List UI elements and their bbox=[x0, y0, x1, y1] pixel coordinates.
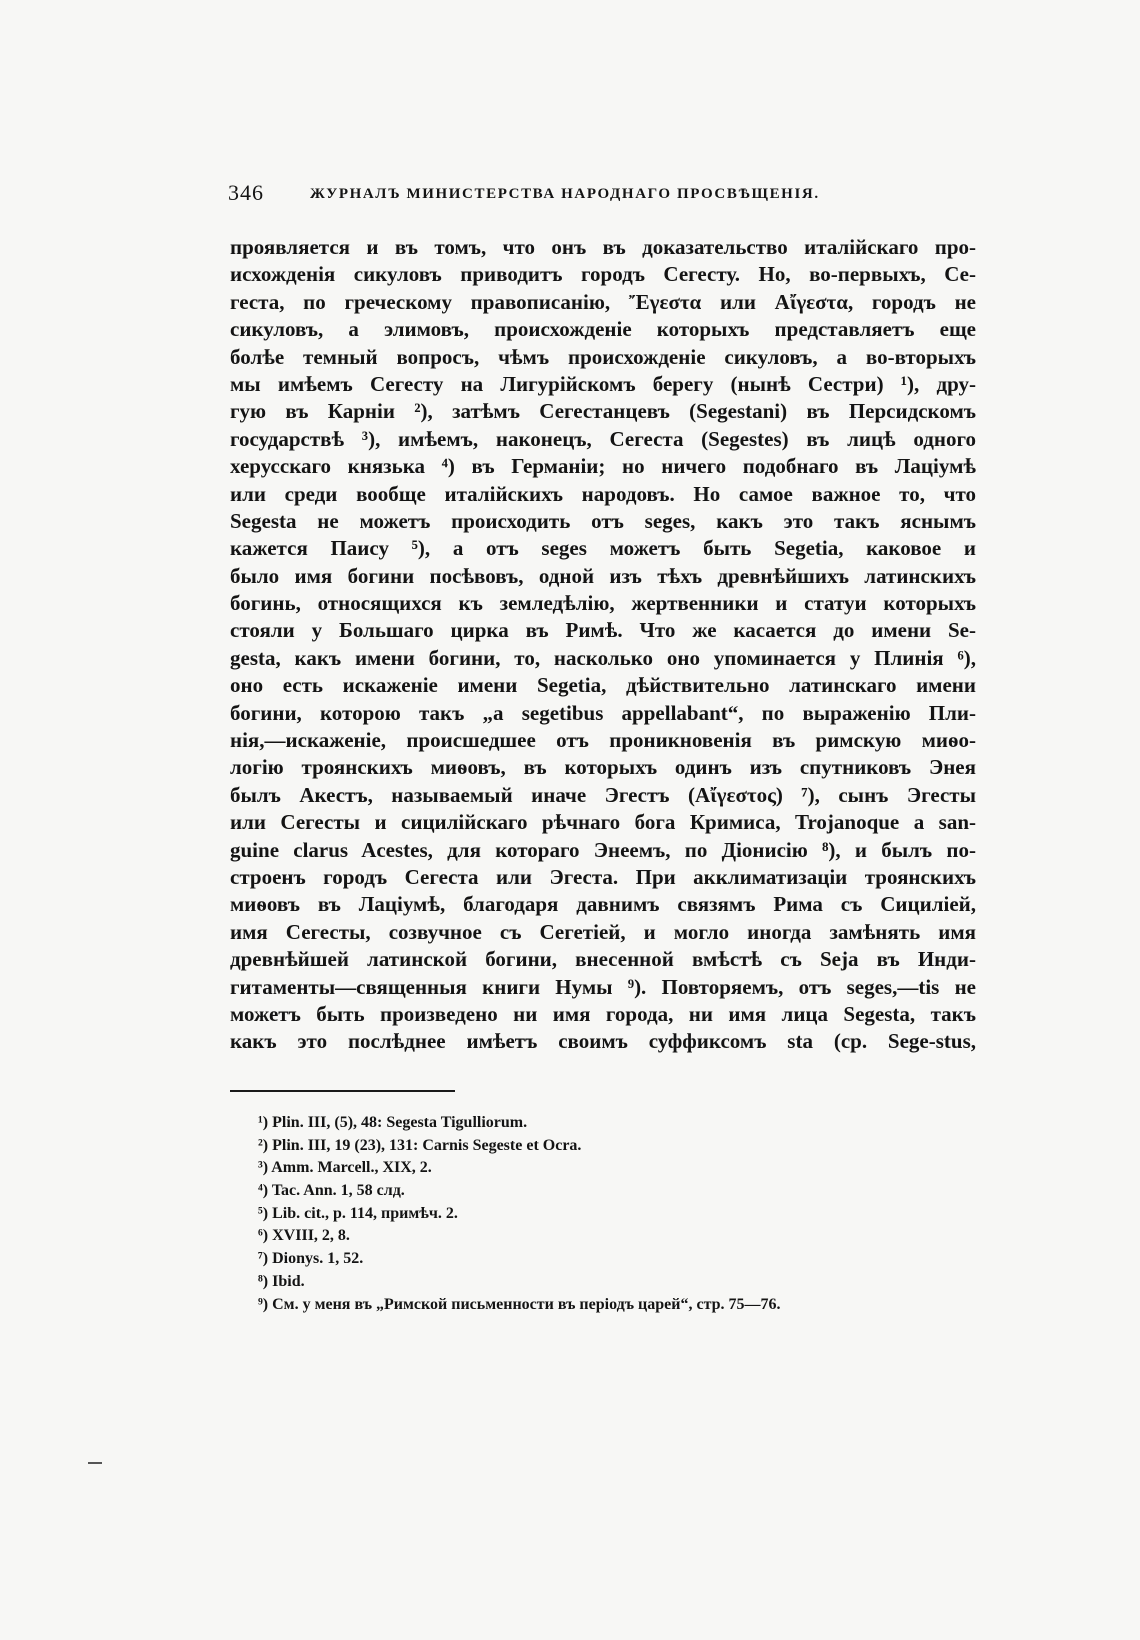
footnote-text: См. у меня въ „Римской письменности въ періодъ царей“, стр. 75—76. bbox=[272, 1295, 781, 1313]
body-line: херусскаго князька ⁴) въ Германіи; но ничего подобнаго въ Лаціумѣ bbox=[230, 454, 976, 479]
footnote-mark: ²) bbox=[258, 1136, 269, 1154]
body-line: сикуловъ, а элимовъ, происхожденіе которыхъ представляетъ еще bbox=[230, 317, 976, 342]
footnotes bbox=[258, 1112, 958, 1316]
footnote-text: Amm. Marcell., XIX, 2. bbox=[271, 1159, 432, 1177]
footnote-mark: ⁹) bbox=[258, 1295, 269, 1313]
body-line: имя Сегесты, созвучное съ Сегетіей, и могло иногда замѣнять имя bbox=[230, 919, 976, 944]
scan-speck bbox=[88, 1462, 102, 1464]
footnote-text: Tac. Ann. 1, 58 слд. bbox=[271, 1182, 405, 1200]
footnote-text: Plin. III, (5), 48: Segesta Tigulliorum. bbox=[272, 1114, 528, 1131]
body-line: Segesta не можетъ происходить отъ seges, какъ это такъ яснымъ bbox=[230, 508, 976, 533]
body-line: оно есть искаженіе имени Segetia, дѣйствительно латинскаго имени bbox=[230, 673, 976, 698]
footnote-mark: ⁴) bbox=[258, 1182, 269, 1200]
footnote-text: Plin. III, 19 (23), 131: Carnis Segeste et Ocra. bbox=[272, 1136, 582, 1154]
body-line: гитаменты—священныя книги Нумы ⁹). Повторяемъ, отъ seges,—tis не bbox=[230, 974, 976, 999]
body-line: стояли у Большаго цирка въ Римѣ. Что же касается до имени Se- bbox=[230, 618, 976, 643]
footnote-text: Lib. cit., p. 114, примѣч. 2. bbox=[272, 1204, 458, 1222]
running-title: ЖУРНАЛЪ МИНИСТЕРСТВА НАРОДНАГО ПРОСВѢЩЕНІЯ. bbox=[310, 186, 820, 202]
body-line: былъ Акестъ, называемый иначе Эгестъ (Αἴγεστος) ⁷), сынъ Эгесты bbox=[230, 782, 976, 807]
footnote-text: XVIII, 2, 8. bbox=[272, 1227, 350, 1245]
footnote bbox=[258, 1225, 958, 1248]
body-line: gesta, какъ имени богини, то, насколько оно упоминается у Плинія ⁶), bbox=[230, 645, 976, 670]
footnote bbox=[258, 1180, 958, 1203]
footnote-text: Dionys. 1, 52. bbox=[272, 1250, 364, 1268]
footnote bbox=[258, 1112, 958, 1135]
body-line: древнѣйшей латинской богини, внесенной вмѣстѣ съ Seja въ Инди- bbox=[230, 947, 976, 972]
body-line: государствѣ ³), имѣемъ, наконецъ, Сегеста (Segestes) въ лицѣ одного bbox=[230, 426, 976, 451]
footnote-mark: ⁷) bbox=[258, 1250, 269, 1268]
footnote-mark: ⁶) bbox=[258, 1227, 269, 1245]
body-line: богини, которою такъ „a segetibus appellabant“, по выраженію Пли- bbox=[230, 700, 976, 725]
body-line: миѳовъ въ Лаціумѣ, благодаря давнимъ связямъ Рима съ Сициліей, bbox=[230, 892, 976, 917]
footnote-mark: ⁸) bbox=[258, 1272, 269, 1290]
page-number: 346 bbox=[228, 180, 264, 205]
footnote-mark: ³) bbox=[258, 1159, 269, 1177]
body-line: проявляется и въ томъ, что онъ въ доказательство италійскаго про- bbox=[230, 235, 976, 259]
body-line: логію троянскихъ миѳовъ, въ которыхъ одинъ изъ спутниковъ Энея bbox=[230, 755, 976, 780]
body-line: богинь, относящихся къ земледѣлію, жертвенники и статуи которыхъ bbox=[230, 591, 976, 616]
body-line: геста, по греческому правописанію, Ἔγεστα или Αἴγεστα, городъ не bbox=[230, 289, 976, 314]
body-line: исхожденія сикуловъ приводитъ городъ Сегесту. Но, во-первыхъ, Се- bbox=[230, 262, 976, 287]
body-line: guine clarus Acestes, для котораго Энеемъ, по Діонисію ⁸), и былъ по- bbox=[230, 837, 976, 862]
scan-speck bbox=[935, 1368, 945, 1380]
footnote-text: Ibid. bbox=[272, 1272, 305, 1290]
body-line: мы имѣемъ Сегесту на Лигурійскомъ берегу (нынѣ Сестри) ¹), дру- bbox=[230, 371, 976, 396]
footnote bbox=[258, 1135, 958, 1158]
body-line: нія,—искаженіе, происшедшее отъ проникновенія въ римскую миѳо- bbox=[230, 728, 976, 753]
body-line: какъ это послѣднее имѣетъ своимъ суффиксомъ sta (ср. Sege-stus, bbox=[230, 1029, 976, 1054]
footnote-mark: ⁵) bbox=[258, 1204, 269, 1222]
footnote bbox=[258, 1203, 958, 1226]
body-line: болѣе темный вопросъ, чѣмъ происхожденіе сикуловъ, а во-вторыхъ bbox=[230, 344, 976, 369]
body-line: можетъ быть произведено ни имя города, ни имя лица Segesta, такъ bbox=[230, 1001, 976, 1026]
body-text bbox=[230, 234, 976, 1056]
body-line: строенъ городъ Сегеста или Эгеста. При акклиматизаціи троянскихъ bbox=[230, 864, 976, 889]
footnote bbox=[258, 1271, 958, 1294]
body-line: кажется Паису ⁵), а отъ seges можетъ быть Segetia, каковое и bbox=[230, 536, 976, 561]
body-line: или среди вообще италійскихъ народовъ. Но самое важное то, что bbox=[230, 481, 976, 506]
footnote-separator bbox=[230, 1090, 455, 1092]
body-line: гую въ Карніи ²), затѣмъ Сегестанцевъ (Segestani) въ Персидскомъ bbox=[230, 399, 976, 424]
body-line: было имя богини посѣвовъ, одной изъ тѣхъ древнѣйшихъ латинскихъ bbox=[230, 563, 976, 588]
footnote bbox=[258, 1248, 958, 1271]
page-header bbox=[228, 180, 978, 210]
footnote bbox=[258, 1294, 958, 1317]
footnote bbox=[258, 1157, 958, 1180]
footnote-mark: ¹) bbox=[258, 1114, 269, 1131]
body-line: или Сегесты и сицилійскаго рѣчнаго бога Кримиса, Trojanoque a san- bbox=[230, 810, 976, 835]
